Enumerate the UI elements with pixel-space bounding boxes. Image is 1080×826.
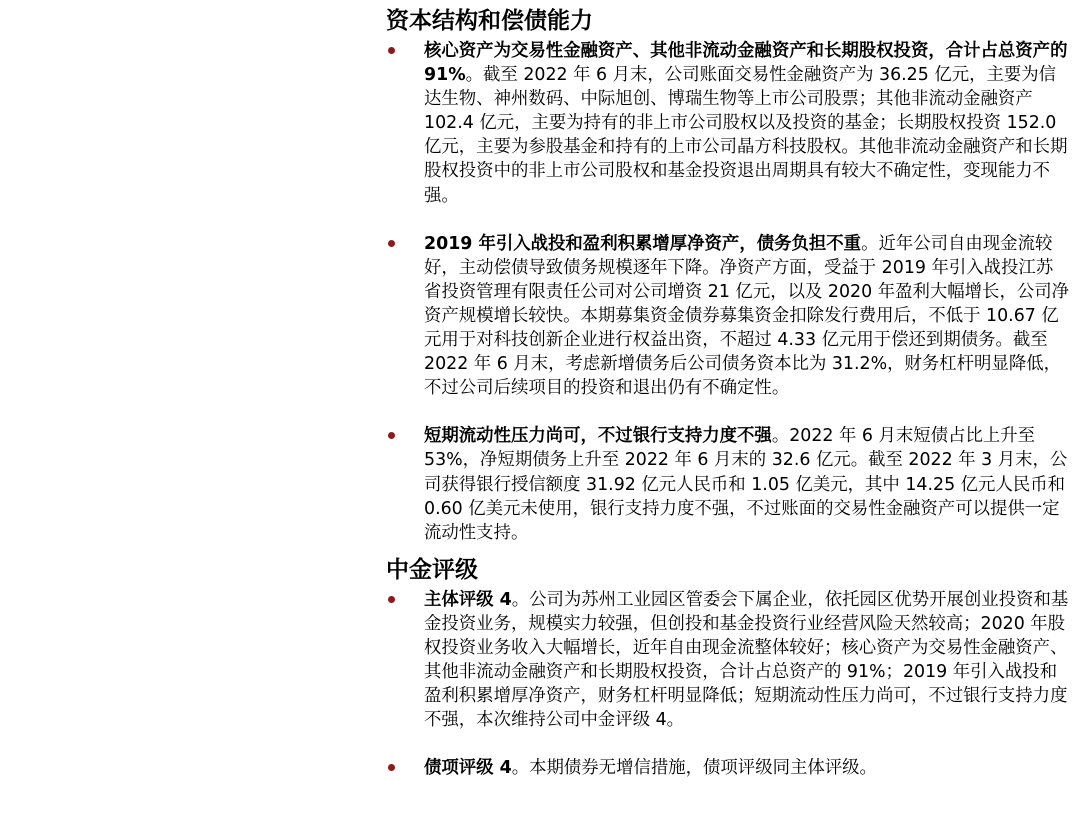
bullet-body: 。2022 年 6 月末短债占比上升至 53%，净短期债务上升至 2022 年 6 月末的 32.6 亿元。截至 2022 年 3 月末，公司获得银行授信额度 31.92 亿元人民币和 1.05 亿美元，其中 14.25 亿元人民币和 0.60 亿美元未使用，银行支持力度不强，不过账面的交易性金融资产可以提供一定流动性支持。	[424, 426, 1068, 543]
list-item	[386, 424, 1070, 544]
bullet-dot-icon	[388, 596, 395, 603]
list-item	[386, 232, 1070, 401]
bullet-body: 。近年公司自由现金流较好，主动偿债导致债务规模逐年下降。净资产方面，受益于 2019 年引入战投江苏省投资管理有限责任公司对公司增资 21 亿元，以及 2020 年盈利大幅增长，公司净资产规模增长较快。本期募集资金债券募集资金扣除发行费用后，不低于 10.67 亿元用于对科技创新企业进行权益出资，不超过 4.33 亿元用于偿还到期债务。截至 2022 年 6 月末，考虑新增债务后公司债务资本比为 31.2%，财务杠杆明显降低，不过公司后续项目的投资和退出仍有不确定性。	[424, 233, 1070, 399]
bullet-dot-icon	[388, 432, 395, 439]
bullet-lead: 主体评级 4	[424, 589, 512, 610]
bullet-lead: 2019 年引入战投和盈利积累增厚净资产，债务负担不重	[424, 233, 862, 254]
bullet-dot-icon	[388, 47, 395, 54]
list-item	[386, 756, 1070, 780]
bullet-lead: 短期流动性压力尚可，不过银行支持力度不强	[424, 426, 772, 447]
section-title: 中金评级	[386, 556, 478, 583]
bullet-dot-icon	[388, 764, 395, 771]
bullet-body: 。截至 2022 年 6 月末，公司账面交易性金融资产为 36.25 亿元，主要为信达生物、神州数码、中际旭创、博瑞生物等上市公司股票；其他非流动金融资产 102.4 亿元，主要为持有的非上市公司股权以及投资的基金；长期股权投资 152.0 亿元，主要为参股基金和持有的上市公司晶方科技股权。其他非流动金融资产和长期股权投资中的非上市公司股权和基金投资退出周期具有较大不确定性，变现能力不强。	[424, 65, 1068, 206]
bullet-list	[386, 39, 1070, 545]
section-capital-structure	[386, 6, 1070, 545]
bullet-list	[386, 588, 1070, 781]
bullet-dot-icon	[388, 240, 395, 247]
list-item	[386, 588, 1070, 733]
list-item	[386, 39, 1070, 208]
section-title: 资本结构和偿债能力	[386, 8, 593, 34]
bullet-body: 。本期债券无增信措施，债项评级同主体评级。	[511, 758, 877, 779]
document-body	[386, 6, 1070, 780]
bullet-lead: 债项评级 4	[424, 758, 512, 779]
bullet-lead: 核心资产为交易性金融资产、其他非流动金融资产和长期股权投资，合计占总资产的 91%	[424, 41, 1068, 86]
section-cicc-rating	[386, 555, 1070, 781]
bullet-body: 。公司为苏州工业园区管委会下属企业，依托园区优势开展创业投资和基金投资业务，规模实力较强，但创投和基金投资行业经营风险天然较高；2020 年股权投资业务收入大幅增长，近年自由现金流整体较好；核心资产为交易性金融资产、其他非流动金融资产和长期股权投资，合计占总资产的 91%；2019 年引入战投和盈利积累增厚净资产，财务杠杆明显降低；短期流动性压力尚可，不过银行支持力度不强，本次维持公司中金评级 4。	[424, 589, 1069, 731]
